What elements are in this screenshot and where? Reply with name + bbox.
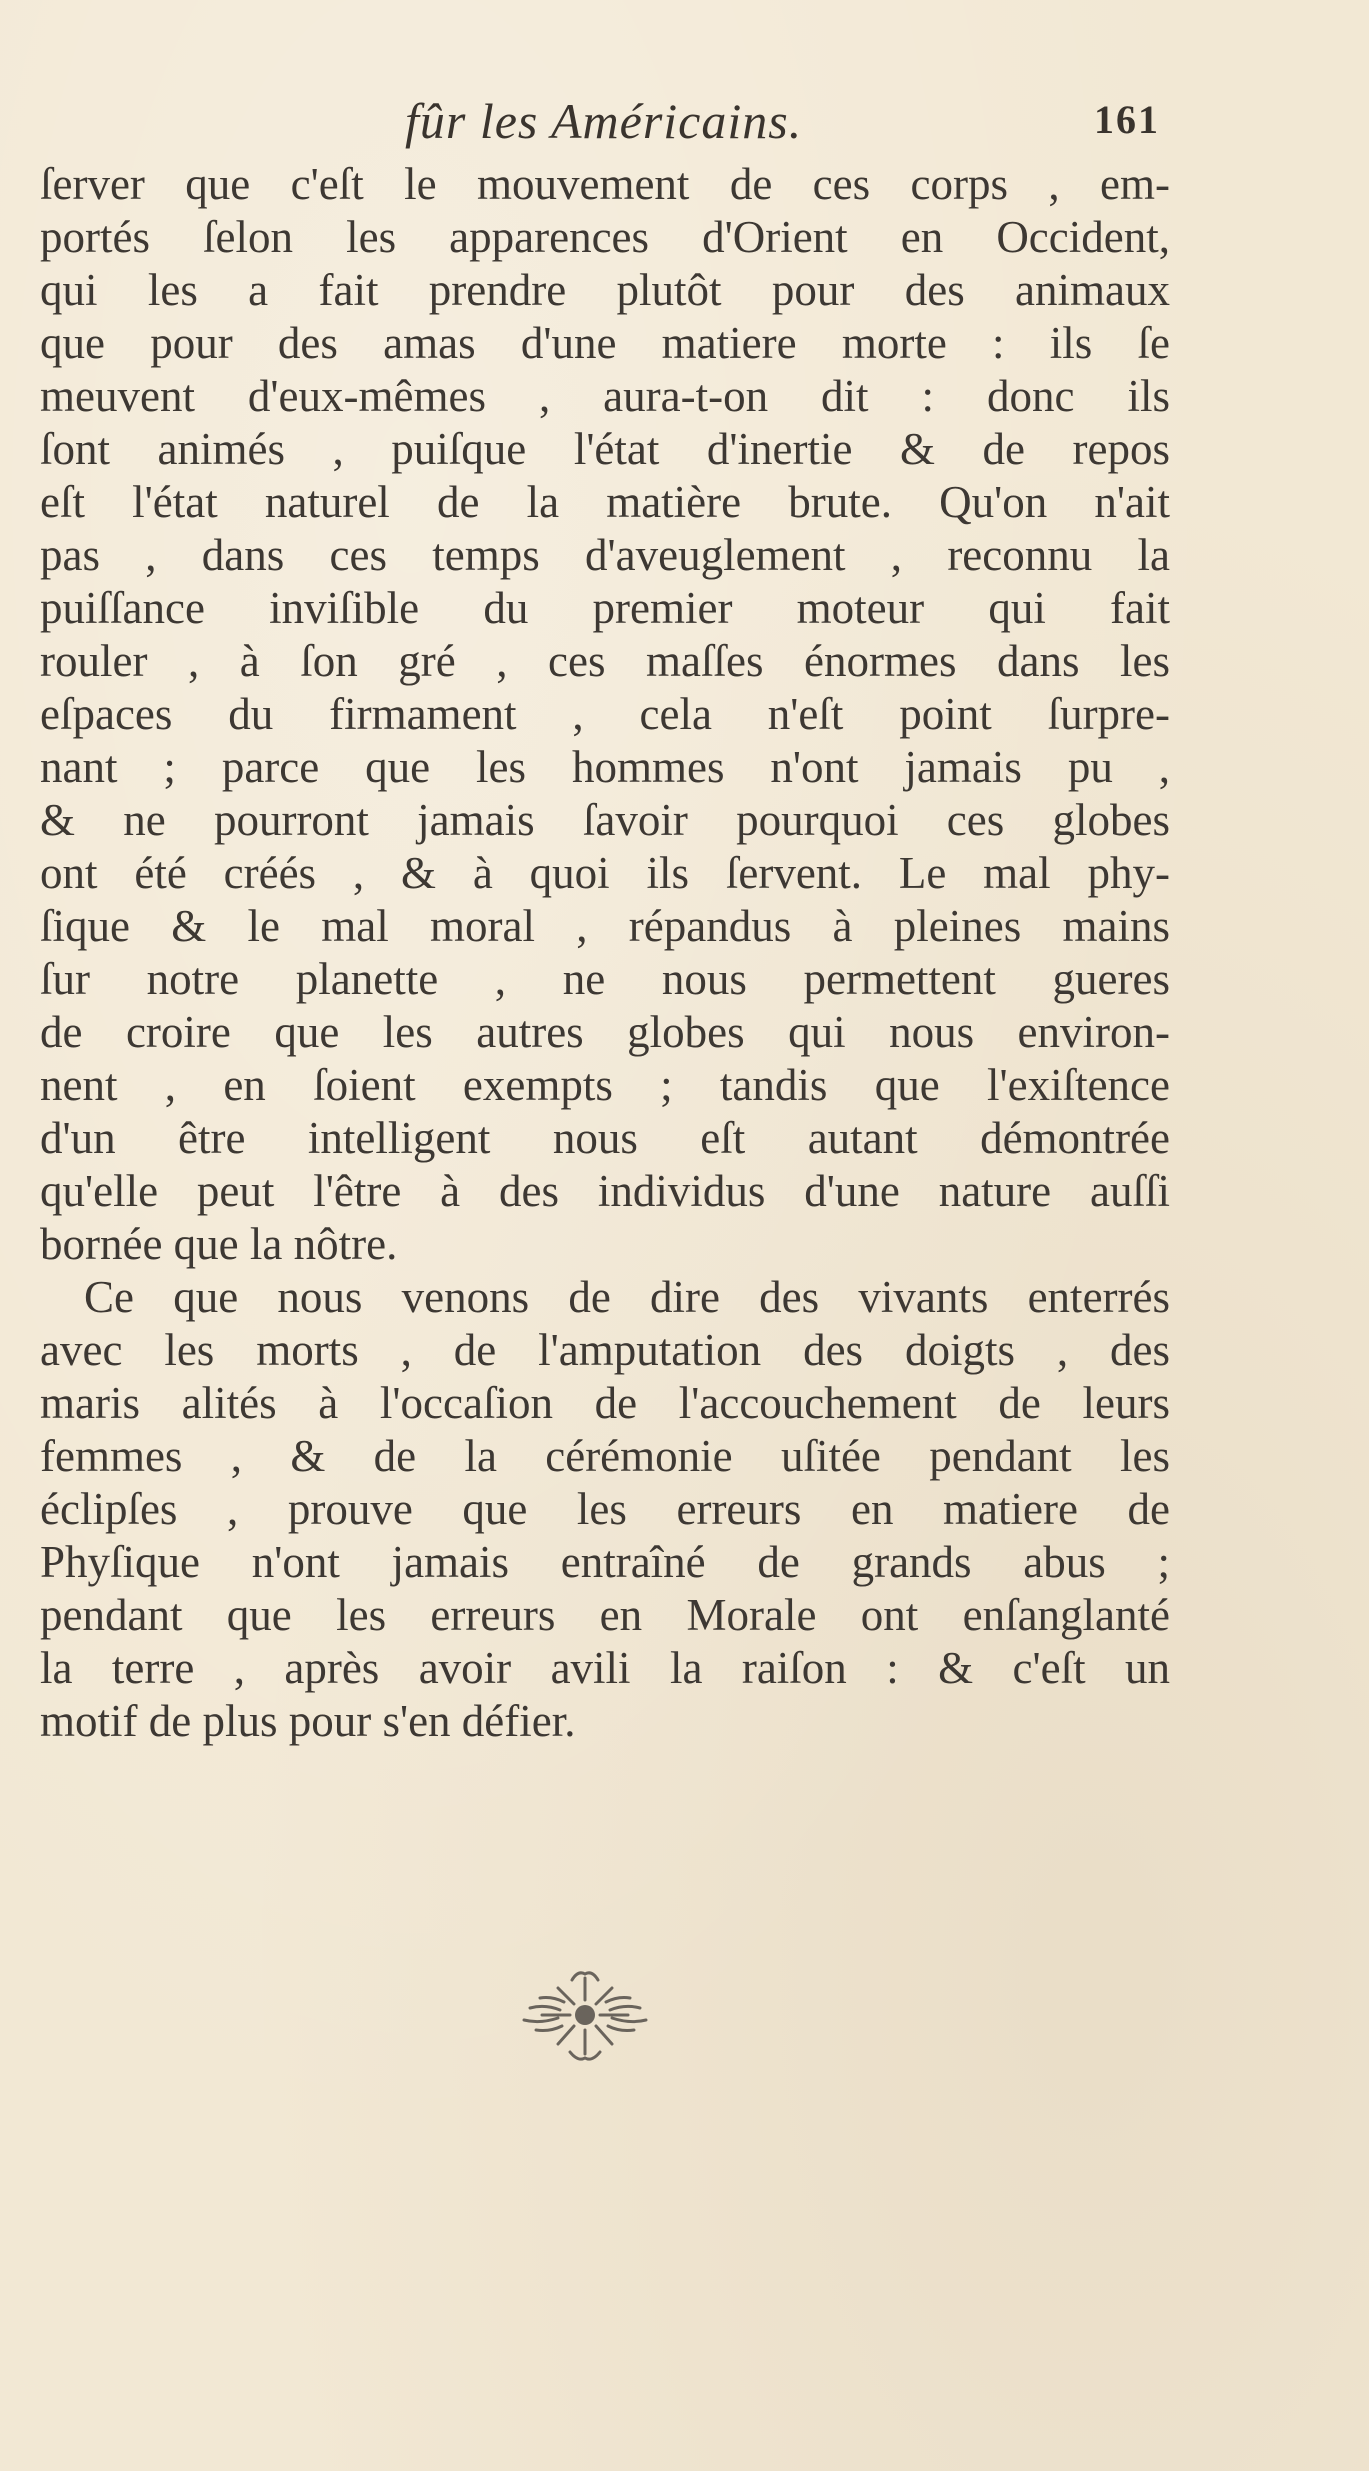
text-line: pas , dans ces temps d'aveuglement , reconnu la <box>40 530 1170 580</box>
text-line: bornée que la nôtre. <box>40 1219 398 1269</box>
running-title: fûr les Américains. <box>405 93 803 149</box>
text-line: d'un être intelligent nous eſt autant démontrée <box>40 1113 1170 1163</box>
text-line: ſique & le mal moral , répandus à pleines mains <box>40 901 1170 951</box>
text-line: nent , en ſoient exempts ; tandis que l'exiſtence <box>40 1060 1170 1110</box>
page-number: 161 <box>1094 97 1160 142</box>
running-header <box>40 92 1160 152</box>
text-line: pendant que les erreurs en Morale ont enſanglanté <box>40 1590 1170 1640</box>
text-line: portés ſelon les apparences d'Orient en Occident, <box>40 212 1170 262</box>
text-line: Phyſique n'ont jamais entraîné de grands abus ; <box>40 1537 1170 1587</box>
text-line: avec les morts , de l'amputation des doigts , des <box>40 1325 1170 1375</box>
text-line: puiſſance inviſible du premier moteur qui fait <box>40 583 1170 633</box>
text-line: ont été créés , & à quoi ils ſervent. Le mal phy- <box>40 848 1170 898</box>
text-line: éclipſes , prouve que les erreurs en matiere de <box>40 1484 1170 1534</box>
printer-ornament-icon <box>500 1960 670 2070</box>
text-line: & ne pourront jamais ſavoir pourquoi ces globes <box>40 795 1170 845</box>
body-text <box>40 158 1170 1748</box>
text-line: femmes , & de la cérémonie uſitée pendant les <box>40 1431 1170 1481</box>
text-line: ſur notre planette , ne nous permettent gueres <box>40 954 1170 1004</box>
text-line: meuvent d'eux-mêmes , aura-t-on dit : donc ils <box>40 371 1170 421</box>
text-line: Ce que nous venons de dire des vivants enterrés <box>84 1272 1170 1322</box>
text-line: de croire que les autres globes qui nous environ- <box>40 1007 1170 1057</box>
text-line: maris alités à l'occaſion de l'accouchement de leurs <box>40 1378 1170 1428</box>
text-line: eſpaces du firmament , cela n'eſt point ſurpre- <box>40 689 1170 739</box>
text-line: ſerver que c'eſt le mouvement de ces corps , em- <box>40 159 1170 209</box>
text-line: que pour des amas d'une matiere morte : ils ſe <box>40 318 1170 368</box>
text-line: qu'elle peut l'être à des individus d'une nature auſſi <box>40 1166 1170 1216</box>
text-line: ſont animés , puiſque l'état d'inertie & de repos <box>40 424 1170 474</box>
text-line: qui les a fait prendre plutôt pour des animaux <box>40 265 1170 315</box>
text-line: nant ; parce que les hommes n'ont jamais pu , <box>40 742 1170 792</box>
text-line: la terre , après avoir avili la raiſon : & c'eſt un <box>40 1643 1170 1693</box>
text-line: motif de plus pour s'en défier. <box>40 1696 576 1746</box>
text-line: rouler , à ſon gré , ces maſſes énormes dans les <box>40 636 1170 686</box>
text-line: eſt l'état naturel de la matière brute. Qu'on n'ait <box>40 477 1170 527</box>
